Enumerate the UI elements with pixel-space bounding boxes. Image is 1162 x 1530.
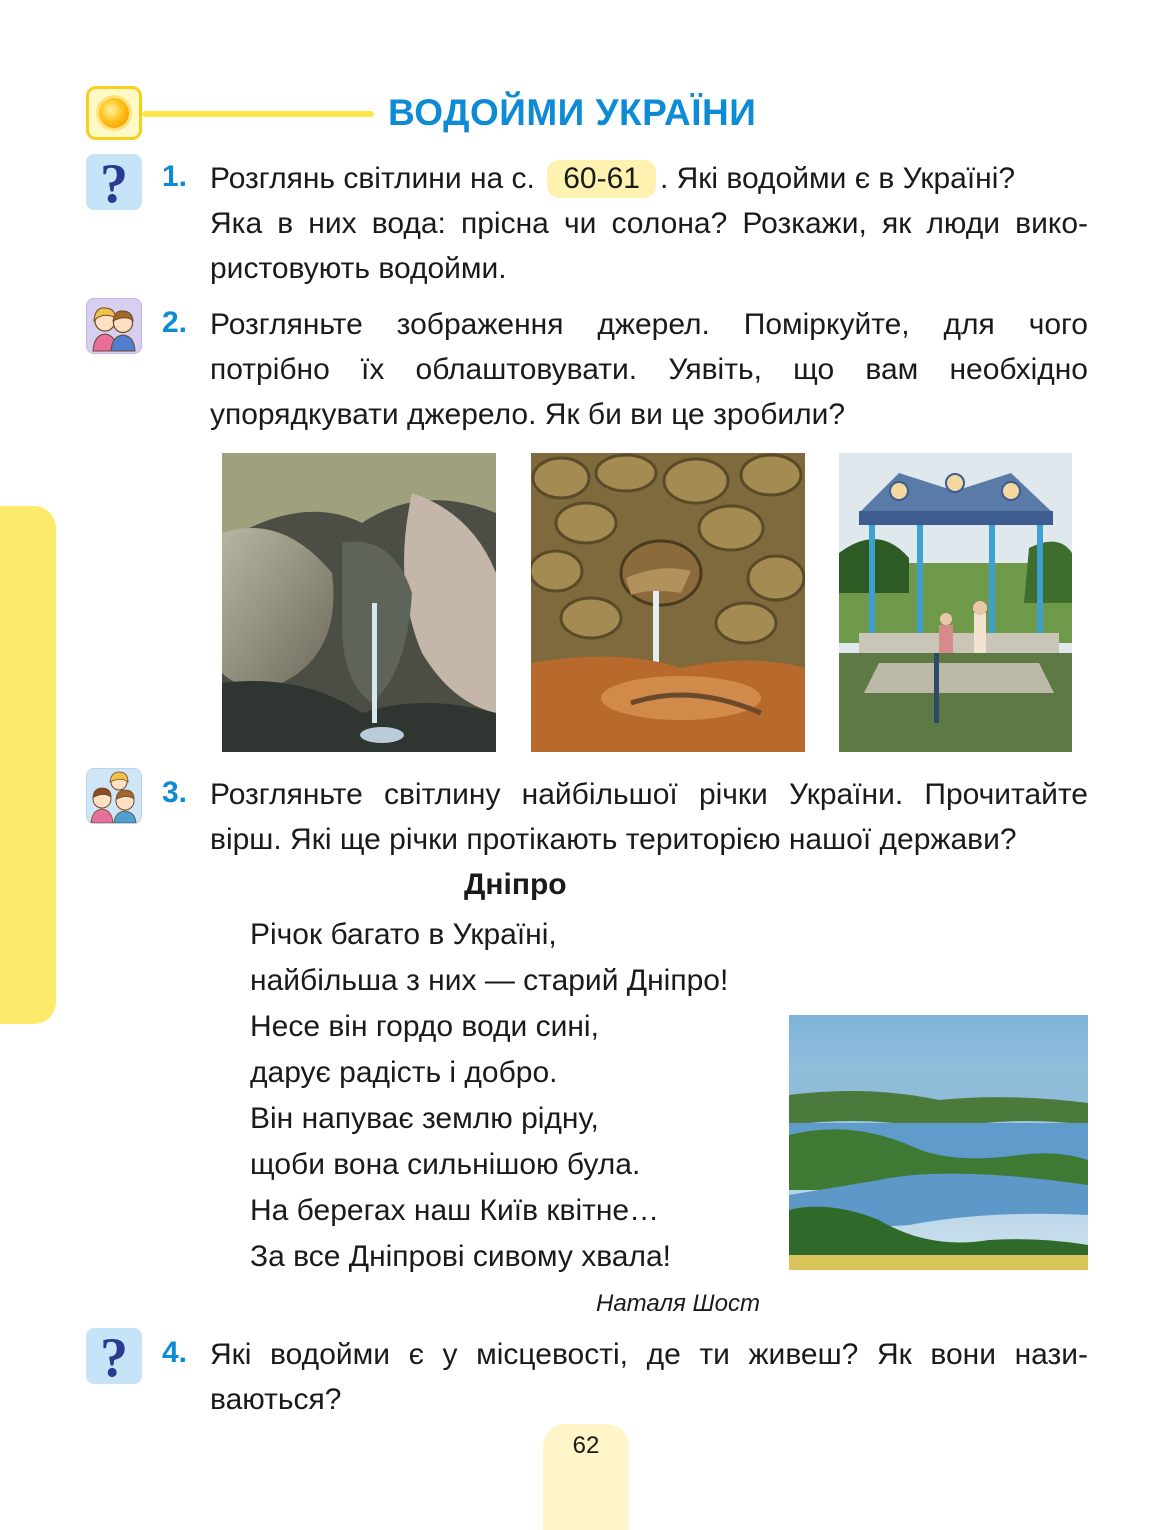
task-3-text: [210, 772, 1088, 862]
pair-work-icon: [86, 298, 142, 354]
sun-icon: [86, 86, 142, 140]
task-4-text: [210, 1332, 1088, 1422]
page-reference[interactable]: 60-61: [547, 160, 656, 198]
task-1-text: [210, 156, 1088, 291]
task-number: 2.: [162, 306, 188, 339]
poem-author: Наталя Шост: [596, 1290, 760, 1317]
page-title: ВОДОЙМИ УКРАЇНИ: [388, 92, 757, 133]
task-1-line: Яка в них вода: прісна чи солона? Розкажи, як люди вико-: [210, 207, 1088, 240]
task-number: 4.: [162, 1336, 188, 1369]
task-2-text: [210, 302, 1088, 437]
poem-line: Він напуває землю рідну,: [250, 1102, 599, 1135]
task-4-line: Які водойми є у місцевості, де ти живеш? Як вони нази-: [210, 1338, 1088, 1371]
poem-line: найбільша з них — старий Дніпро!: [250, 964, 729, 997]
spring-photo-1: [222, 453, 496, 752]
question-icon: ?: [86, 154, 142, 210]
poem-line: За все Дніпрові сивому хвала!: [250, 1240, 672, 1273]
question-icon: ?: [86, 1328, 142, 1384]
title-decor-line: [142, 111, 374, 117]
poem-title: Дніпро: [464, 868, 567, 901]
task-number: 3.: [162, 776, 188, 809]
task-1-text-end: . Які водойми є в Україні?: [659, 162, 1016, 195]
poem-line: Річок багато в Україні,: [250, 918, 557, 951]
task-2-line: потрібно їх облаштовувати. Уявіть, що вам необхідно: [210, 353, 1088, 386]
poem-line: Несе він гордо води сині,: [250, 1010, 599, 1043]
group-work-icon: [86, 768, 142, 824]
page-number-tab: [543, 1424, 629, 1530]
task-4-line: ваються?: [210, 1383, 342, 1416]
task-3-line: вірш. Які ще річки протікають територією нашої держави?: [210, 823, 1017, 856]
spring-photo-2: [531, 453, 805, 752]
poem-line: щоби вона сильнішою була.: [250, 1148, 641, 1181]
poem-line: На берегах наш Київ квітне…: [250, 1194, 660, 1227]
page-number: 62: [572, 1432, 600, 1459]
side-color-tab: [0, 506, 56, 1024]
task-1-text-start: Розглянь світлини на с.: [210, 162, 535, 195]
task-2-line: упорядкувати джерело. Як би ви це зробили?: [210, 398, 846, 431]
spring-photo-3: [839, 453, 1072, 752]
task-number: 1.: [162, 160, 188, 193]
task-3-line: Розгляньте світлину найбільшої річки України. Прочитайте: [210, 778, 1088, 811]
dnipro-river-photo: [789, 1015, 1088, 1270]
task-1-line: ристовують водойми.: [210, 252, 507, 285]
poem-text: [250, 912, 728, 1280]
poem-line: дарує радість і добро.: [250, 1056, 558, 1089]
task-2-line: Розгляньте зображення джерел. Поміркуйте, для чого: [210, 308, 1088, 341]
